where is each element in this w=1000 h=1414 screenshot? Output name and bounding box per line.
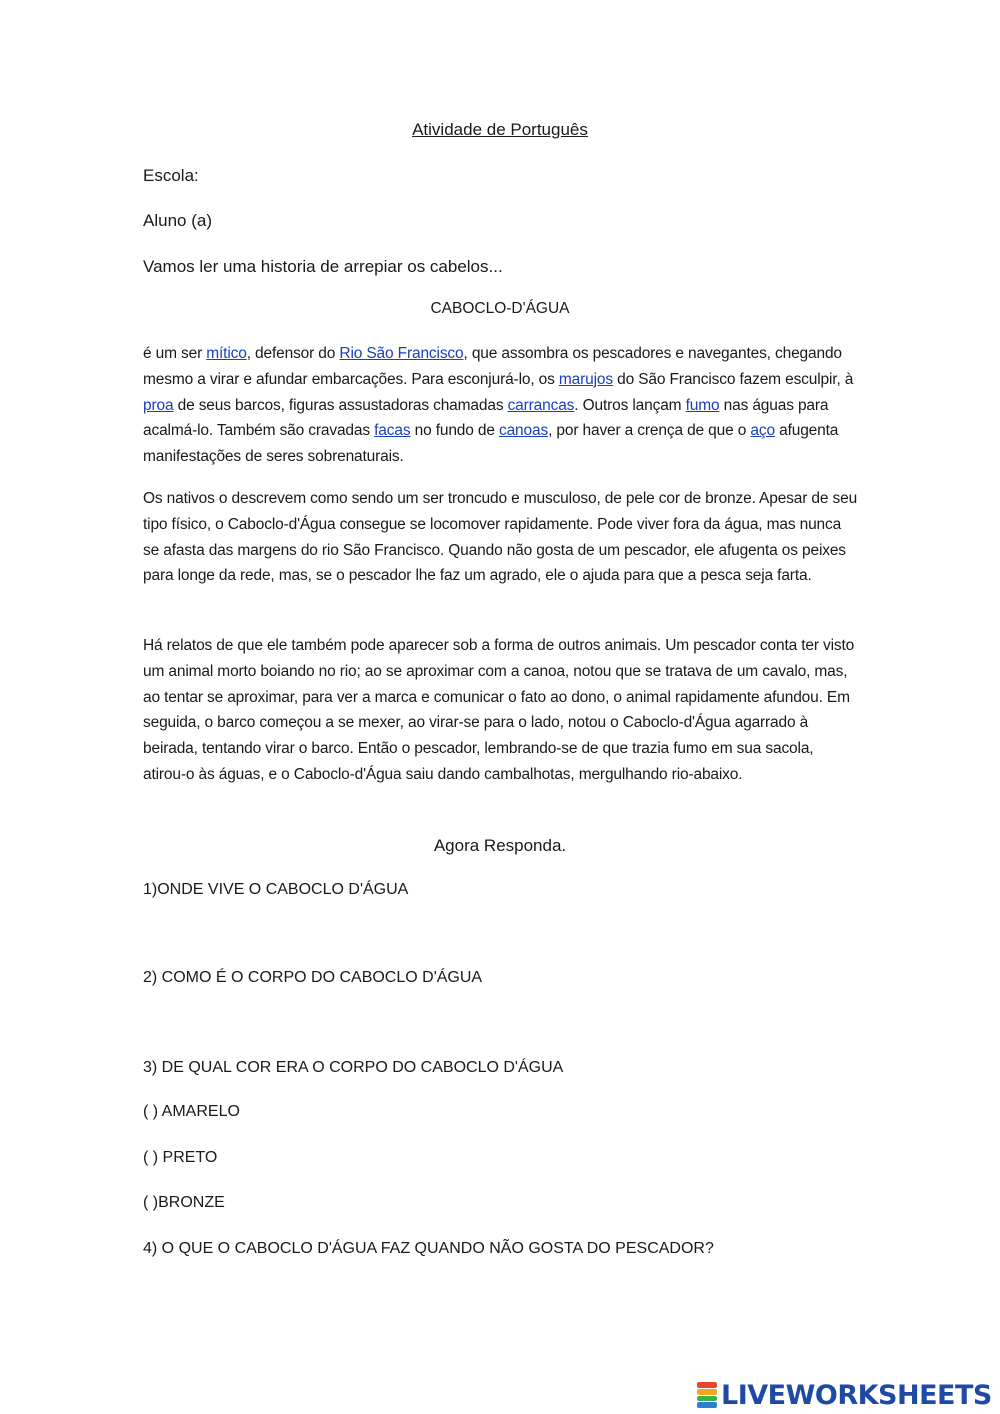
option-amarelo[interactable]: ( ) AMARELO (143, 1103, 240, 1120)
option-bronze[interactable]: ( )BRONZE (143, 1194, 225, 1211)
logo-text: LIVEWORKSHEETS (721, 1379, 992, 1411)
school-field-label: Escola: (143, 166, 199, 185)
link-mitico[interactable]: mítico (206, 345, 247, 362)
story-paragraph-2: Os nativos o descrevem como sendo um ser troncudo e musculoso, de pele cor de bronze. Apesar de seu tipo físico, o Caboclo-d'Água consegue se locomover rapidamente. Pode viver fora da água, mas nunca se afasta das margens do rio São Francisco. Quando não gosta de um pescador, ele afugenta os peixes para longe da rede, mas, se o pescador lhe faz um agrado, ele o ajuda para que a pesca seja farta. (143, 490, 858, 585)
answer-heading: Agora Responda. (433, 836, 567, 855)
link-marujos[interactable]: marujos (558, 370, 613, 388)
story-paragraph-1: é um ser mítico, defensor do Rio São Francisco, que assombra os pescadores e navegantes, chegando mesmo a virar e afundar embarcações. Para esconjurá-lo, os marujos do São Francisco fazem esculpir, à proa de seus barcos, figuras assustadoras chamadas carrancas. Outros lançam fumo nas águas para acalmá-lo. Também são cravadas facas no fundo de canoas, por haver a crença de que o aço afugenta manifestações de seres sobrenaturais. (143, 345, 854, 466)
link-facas[interactable]: facas (374, 422, 411, 440)
intro-text: Vamos ler uma historia de arrepiar os cabelos... (143, 257, 503, 276)
question-4: 4) O QUE O CABOCLO D'ÁGUA FAZ QUANDO NÃO GOSTA DO PESCADOR? (143, 1240, 714, 1257)
page-title: Atividade de Português (412, 120, 588, 139)
story-paragraph-3: Há relatos de que ele também pode aparecer sob a forma de outros animais. Um pescador conta ter visto um animal morto boiando no rio; ao se aproximar com a canoa, notou que se tratava de um cavalo, mas, ao tentar se aproximar, para ver a marca e comunicar o fato ao dono, o animal rapidamente afundou. Em seguida, o barco começou a se mexer, ao virar-se para o lado, notou o Caboclo-d'Água agarrado à beirada, tentando virar o barco. Então o pescador, lembrando-se de que trazia fumo em sua sacola, atirou-o às águas, e o Caboclo-d'Água saiu dando cambalhotas, mergulhando rio-abaixo. (143, 637, 855, 783)
link-canoas[interactable]: canoas (498, 422, 549, 440)
link-fumo[interactable]: fumo (685, 396, 720, 414)
link-proa[interactable]: proa (143, 396, 174, 414)
option-preto[interactable]: ( ) PRETO (143, 1149, 218, 1166)
question-3: 3) DE QUAL COR ERA O CORPO DO CABOCLO D'ÁGUA (143, 1059, 564, 1076)
question-1: 1)ONDE VIVE O CABOCLO D'ÁGUA (143, 881, 409, 898)
question-2: 2) COMO É O CORPO DO CABOCLO D'ÁGUA (143, 969, 483, 986)
liveworksheets-logo (697, 1378, 992, 1412)
link-aco[interactable]: aço (750, 422, 775, 440)
student-field-label: Aluno (a) (143, 211, 212, 230)
story-title: CABOCLO-D'ÁGUA (430, 300, 570, 317)
link-rio-sao-francisco[interactable]: Rio São Francisco (339, 345, 464, 362)
logo-mark-icon (697, 1382, 717, 1408)
link-carrancas[interactable]: carrancas (507, 396, 575, 414)
